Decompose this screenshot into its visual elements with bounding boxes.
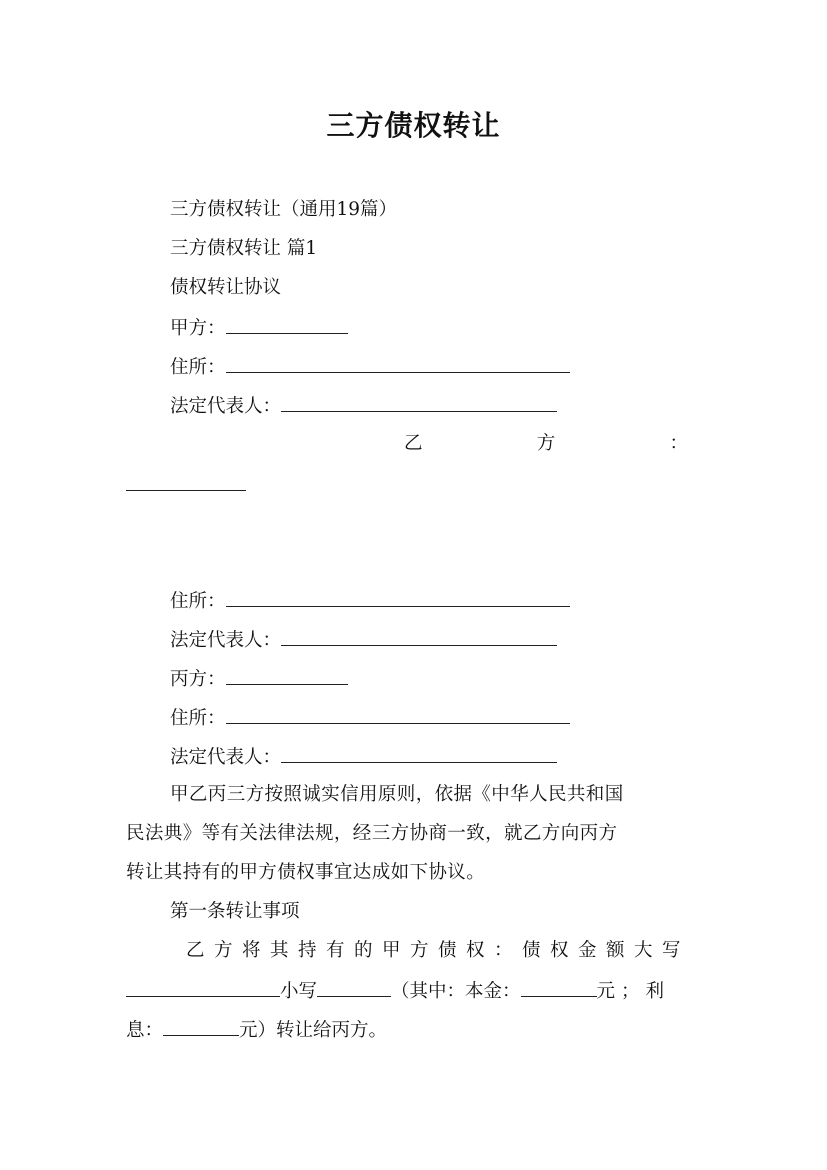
- legal-rep-label: 法定代表人：: [170, 747, 282, 768]
- paragraph-line-1: 甲乙丙三方按照诚实信用原则，依据《中华人民共和国: [170, 784, 624, 805]
- transfer-line-3: [126, 1017, 702, 1043]
- small-label: 小写: [280, 981, 318, 1002]
- transfer-tail: 元）转让给丙方。: [239, 1020, 388, 1041]
- yuan-separator: 元；利: [596, 981, 671, 1002]
- party-b-blank: [126, 472, 246, 491]
- party-b-address-line: [170, 588, 570, 614]
- party-c-line: [170, 666, 348, 692]
- article-1-heading: 第一条转让事项: [170, 901, 300, 922]
- principal-blank: [521, 978, 597, 997]
- principal-label: （其中：本金：: [391, 981, 521, 1002]
- address-label: 住所：: [170, 357, 226, 378]
- party-b-blank-line: [126, 472, 702, 498]
- transfer-line-1: 乙方将其持有的甲方债权：债权金额大写: [186, 940, 691, 961]
- transfer-line-2: [126, 978, 702, 1004]
- agreement-name: 债权转让协议: [170, 277, 282, 298]
- party-b-char-2: 方: [536, 433, 556, 454]
- address-label: 住所：: [170, 591, 226, 612]
- legal-rep-label: 法定代表人：: [170, 630, 282, 651]
- party-c-address-line: [170, 705, 570, 731]
- party-a-label: 甲方：: [170, 318, 226, 339]
- paragraph-line-3: 转让其持有的甲方债权事宜达成如下协议。: [126, 862, 486, 883]
- document-title: 三方债权转让: [326, 109, 501, 142]
- party-c-rep-line: [170, 744, 557, 770]
- interest-blank: [163, 1017, 239, 1036]
- amount-figures-blank: [317, 978, 391, 997]
- address-blank: [226, 354, 570, 373]
- party-c-blank: [226, 666, 348, 685]
- party-b-line: [404, 432, 688, 456]
- legal-rep-label: 法定代表人：: [170, 396, 282, 417]
- paragraph-line-2: 民法典》等有关法律法规，经三方协商一致，就乙方向丙方: [126, 823, 618, 844]
- party-b-rep-line: [170, 627, 557, 653]
- address-label: 住所：: [170, 708, 226, 729]
- address-blank: [226, 588, 570, 607]
- party-b-char-3: ：: [669, 433, 688, 454]
- party-c-label: 丙方：: [170, 669, 226, 690]
- party-a-line: [170, 315, 348, 341]
- legal-rep-blank: [281, 393, 557, 412]
- legal-rep-blank: [281, 627, 557, 646]
- party-a-rep-line: [170, 393, 557, 419]
- party-a-address-line: [170, 354, 570, 380]
- party-b-char-1: 乙: [404, 433, 423, 454]
- subtitle: 三方债权转让（通用19篇）: [170, 199, 398, 220]
- party-a-blank: [226, 315, 348, 334]
- legal-rep-blank: [281, 744, 557, 763]
- section-heading: 三方债权转让 篇1: [170, 238, 318, 259]
- interest-label: 息：: [126, 1020, 164, 1041]
- address-blank: [226, 705, 570, 724]
- amount-words-blank: [126, 978, 280, 997]
